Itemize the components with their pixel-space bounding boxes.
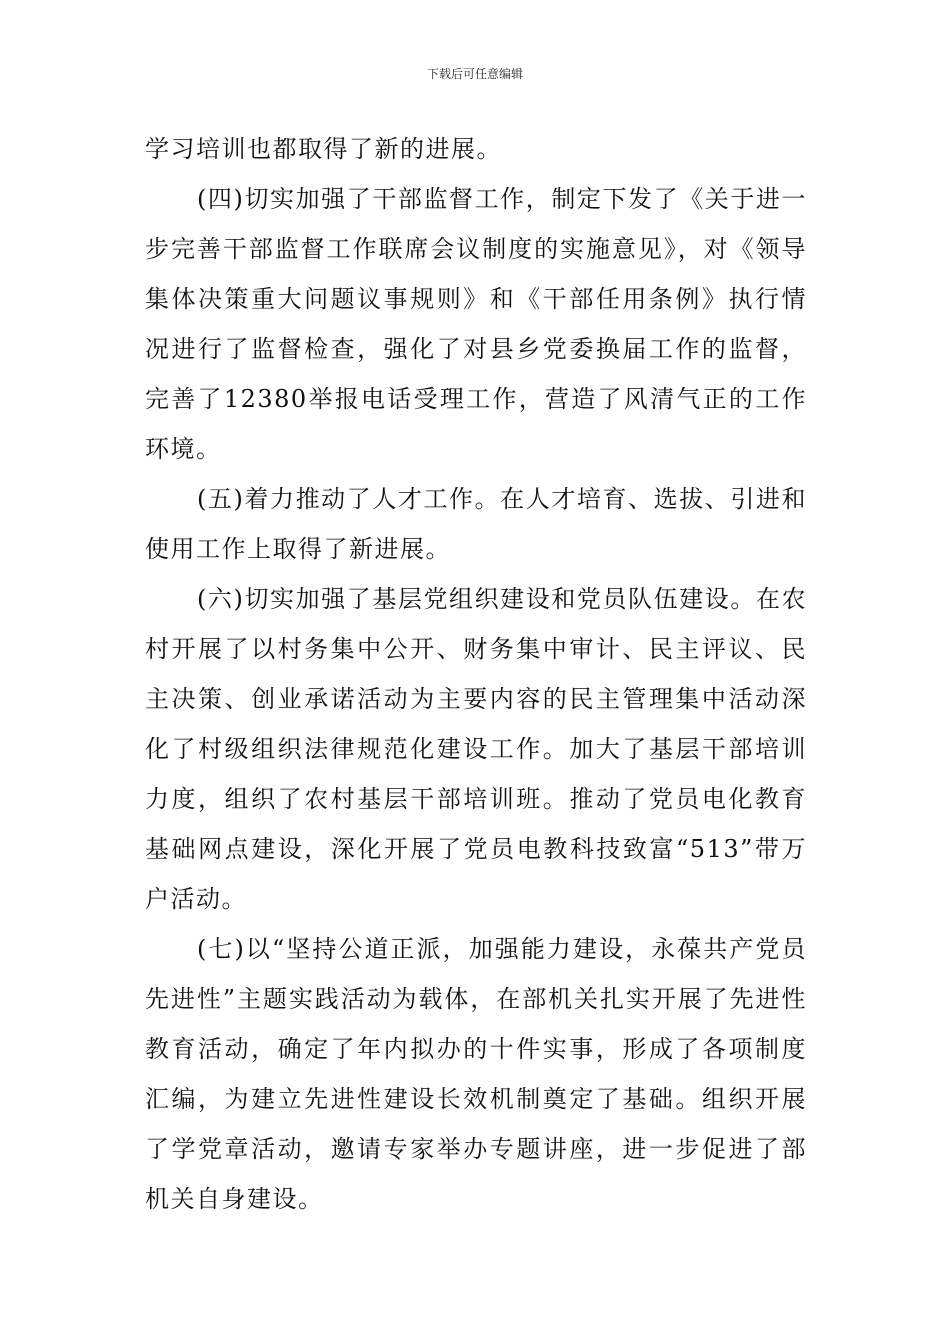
paragraph-grassroots-party: (六)切实加强了基层党组织建设和党员队伍建设。在农村开展了以村务集中公开、财务集中审计、民主评议、民主决策、创业承诺活动为主要内容的民主管理集中活动深化了村级组织法律规范化建设工作。加大了基层干部培训力度，组织了农村基层干部培训班。推动了党员电化教育基础网点建设，深化开展了党员电教科技致富“513”带万户活动。 xyxy=(145,585,807,913)
document-body xyxy=(145,124,807,1224)
page-header: 下载后可任意编辑 xyxy=(426,67,523,81)
paragraph-advanced-education: (七)以“坚持公道正派，加强能力建设，永葆共产党员先进性”主题实践活动为载体，在部机关扎实开展了先进性教育活动，确定了年内拟办的十件实事，形成了各项制度汇编，为建立先进性建设长效机制奠定了基础。组织开展了学党章活动，邀请专家举办专题讲座，进一步促进了部机关自身建设。 xyxy=(145,935,807,1213)
paragraph-cadre-supervision: (四)切实加强了干部监督工作，制定下发了《关于进一步完善干部监督工作联席会议制度的实施意见》，对《领导集体决策重大问题议事规则》和《干部任用条例》执行情况进行了监督检查，强化了对县乡党委换届工作的监督，完善了12380举报电话受理工作，营造了风清气正的工作环境。 xyxy=(145,185,807,463)
paragraph-continuation: 学习培训也都取得了新的进展。 xyxy=(145,135,502,163)
paragraph-talent-work: (五)着力推动了人才工作。在人才培育、选拔、引进和使用工作上取得了新进展。 xyxy=(145,485,807,563)
